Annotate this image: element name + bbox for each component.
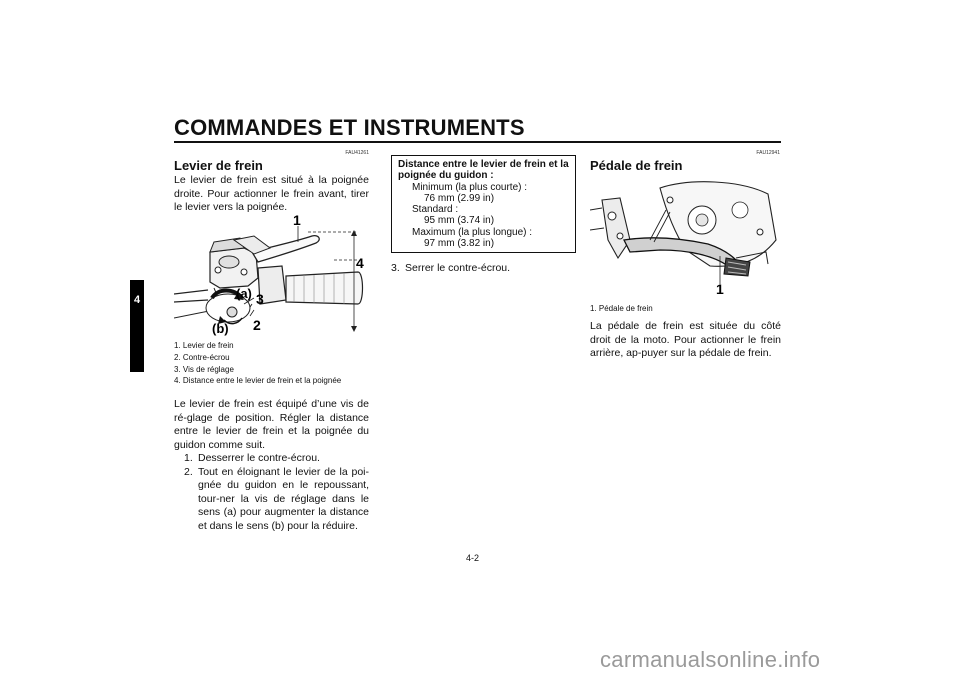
- step-number: 2.: [184, 465, 193, 478]
- brake-pedal-caption: 1. Pédale de frein: [590, 304, 653, 313]
- middle-steps: [391, 262, 576, 276]
- step-number: 1.: [184, 452, 193, 464]
- figure-label-b: (b): [212, 321, 229, 336]
- spec-min-label: Minimum (la plus courte) :: [412, 181, 528, 193]
- figure-label-4: 4: [356, 255, 364, 271]
- section-title-brake-pedal: Pédale de frein: [590, 158, 683, 173]
- brake-pedal-paragraph: La pédale de frein est située du côté droit de la moto. Pour actionner le frein arrière, ap-puyer sur la pédale de frein.: [590, 320, 781, 360]
- section-code-brake-lever: FAU41261: [345, 150, 369, 156]
- brake-lever-adjust-paragraph: Le levier de frein est équipé d’une vis de ré-glage de position. Régler la distance entre le levier de frein et la poignée du guidon comme suit.: [174, 398, 369, 451]
- step-text: Desserrer le contre-écrou.: [198, 452, 320, 464]
- step-item: [184, 466, 369, 534]
- caption-item: 2. Contre-écrou: [174, 352, 230, 362]
- step-text: Tout en éloignant le levier de la poi-gnée du guidon en le repoussant, tour-ner la vis de réglage dans le sens (a) pour augmenter la distance et dans le sens (b) pour la réduire.: [198, 465, 369, 532]
- section-code-brake-pedal: FAU12941: [756, 150, 780, 156]
- watermark: carmanualsonline.info: [600, 647, 821, 672]
- lever-distance-spec-box: [391, 155, 576, 253]
- spec-std-label: Standard :: [412, 204, 459, 216]
- chapter-tab-number: 4: [133, 294, 141, 306]
- brake-lever-intro: Le levier de frein est situé à la poignée droite. Pour actionner le frein avant, tirer le levier vers la poignée.: [174, 174, 369, 214]
- brake-lever-steps: [184, 452, 369, 534]
- section-title-brake-lever: Levier de frein: [174, 158, 263, 173]
- spec-max-value: 97 mm (3.82 in): [424, 238, 495, 250]
- figure-label-a: (a): [236, 286, 252, 301]
- step-item: [184, 452, 369, 466]
- page-header-title: COMMANDES ET INSTRUMENTS: [174, 115, 525, 140]
- brake-lever-captions: [174, 340, 341, 387]
- spec-std-value: 95 mm (3.74 in): [424, 215, 495, 227]
- caption-item: 3. Vis de réglage: [174, 364, 234, 374]
- caption-item: 1. Levier de frein: [174, 341, 234, 350]
- figure-label-3: 3: [256, 291, 264, 307]
- caption-item: 4. Distance entre le levier de frein et la poignée: [174, 376, 342, 386]
- step-number: 3.: [391, 262, 400, 274]
- chapter-tab: [130, 280, 144, 372]
- step-item: [391, 262, 576, 276]
- brake-lever-illustration: [174, 212, 370, 338]
- page-number: 4-2: [466, 553, 480, 563]
- header-rule: [174, 141, 781, 143]
- figure-label-1: 1: [293, 212, 301, 228]
- step-text: Serrer le contre-écrou.: [405, 262, 511, 274]
- figure-label-2: 2: [253, 317, 261, 333]
- spec-min-value: 76 mm (2.99 in): [424, 192, 495, 204]
- pedal-figure-label-1: 1: [716, 281, 724, 295]
- spec-box-title: Distance entre le levier de frein et la poignée du guidon :: [398, 159, 569, 182]
- brake-pedal-illustration: [590, 180, 780, 295]
- spec-max-label: Maximum (la plus longue) :: [412, 226, 533, 238]
